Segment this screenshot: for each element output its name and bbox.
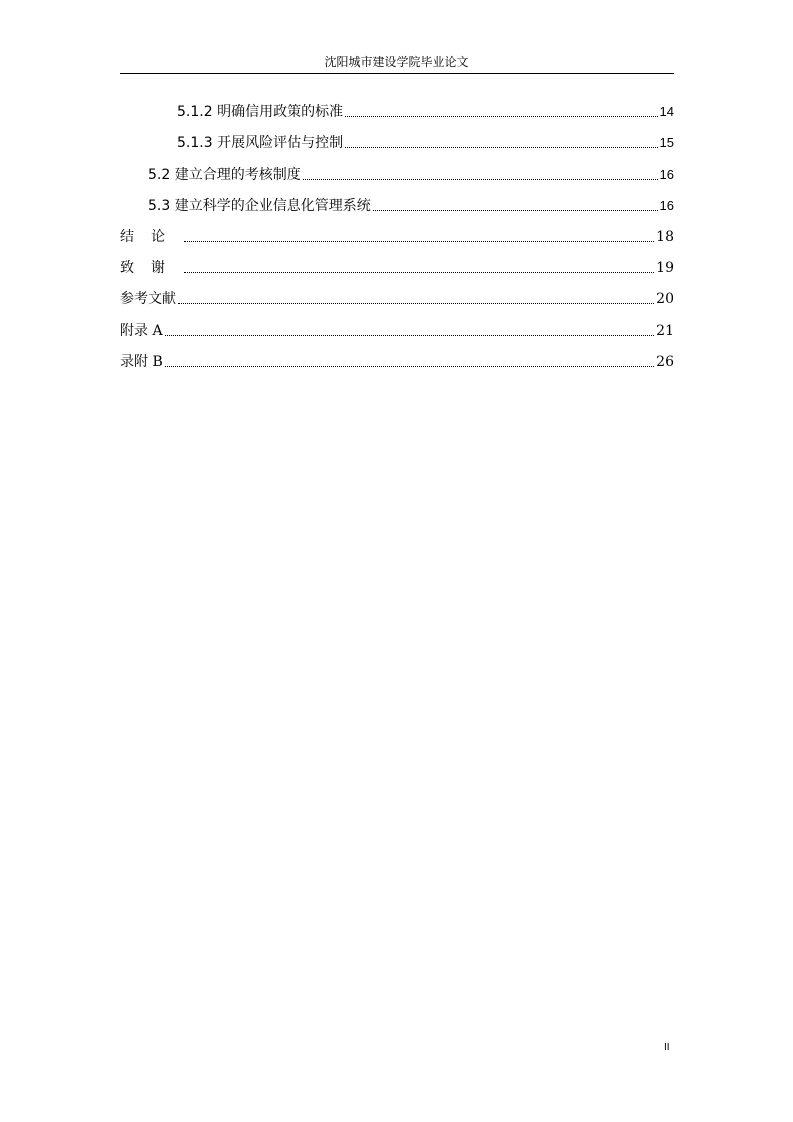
toc-entry-5-1-2[interactable]	[177, 100, 674, 122]
dot-leader	[373, 210, 658, 211]
toc-entry-label: 5.1.3 开展风险评估与控制	[177, 135, 344, 151]
page-number: II	[664, 1042, 670, 1053]
dot-leader	[165, 335, 655, 336]
toc-entry-acknowledgements[interactable]	[120, 256, 674, 278]
toc-entry-conclusion[interactable]	[120, 225, 674, 247]
dot-leader	[184, 272, 654, 273]
dot-leader	[303, 179, 658, 180]
toc-entry-label: 结论	[120, 229, 182, 245]
toc-entry-page: 19	[656, 260, 674, 276]
toc-entry-label: 5.3 建立科学的企业信息化管理系统	[148, 198, 371, 214]
toc-entry-label: 5.2 建立合理的考核制度	[148, 167, 301, 183]
toc-entry-label: 5.1.2 明确信用政策的标准	[177, 104, 344, 120]
toc-entry-references[interactable]	[120, 287, 674, 309]
toc-entry-5-3[interactable]	[148, 194, 674, 216]
dot-leader	[345, 116, 657, 117]
toc-entry-appendix-b[interactable]	[120, 350, 674, 372]
page-header-title: 沈阳城市建设学院毕业论文	[324, 55, 469, 69]
toc-entry-page: 14	[659, 104, 674, 119]
dot-leader	[178, 303, 654, 304]
toc-entry-page: 21	[656, 323, 674, 339]
toc-entry-page: 18	[656, 229, 674, 245]
toc-entry-5-2[interactable]	[148, 163, 674, 185]
dot-leader	[345, 147, 657, 148]
header-divider	[120, 73, 674, 74]
dot-leader	[165, 366, 654, 367]
toc-entry-page: 16	[659, 198, 674, 213]
toc-entry-page: 15	[659, 135, 674, 150]
toc-entry-5-1-3[interactable]	[177, 131, 674, 153]
toc-entry-label: 录附 B	[120, 354, 163, 370]
toc-entry-page: 20	[656, 291, 674, 307]
toc-entry-label: 附录 A	[120, 323, 163, 339]
toc-entry-page: 16	[659, 167, 674, 182]
toc-entry-appendix-a[interactable]	[120, 319, 674, 341]
dot-leader	[184, 241, 654, 242]
toc-entry-label: 参考文献	[120, 291, 176, 307]
toc-entry-label: 致谢	[120, 260, 182, 276]
toc-entry-page: 26	[656, 354, 674, 370]
